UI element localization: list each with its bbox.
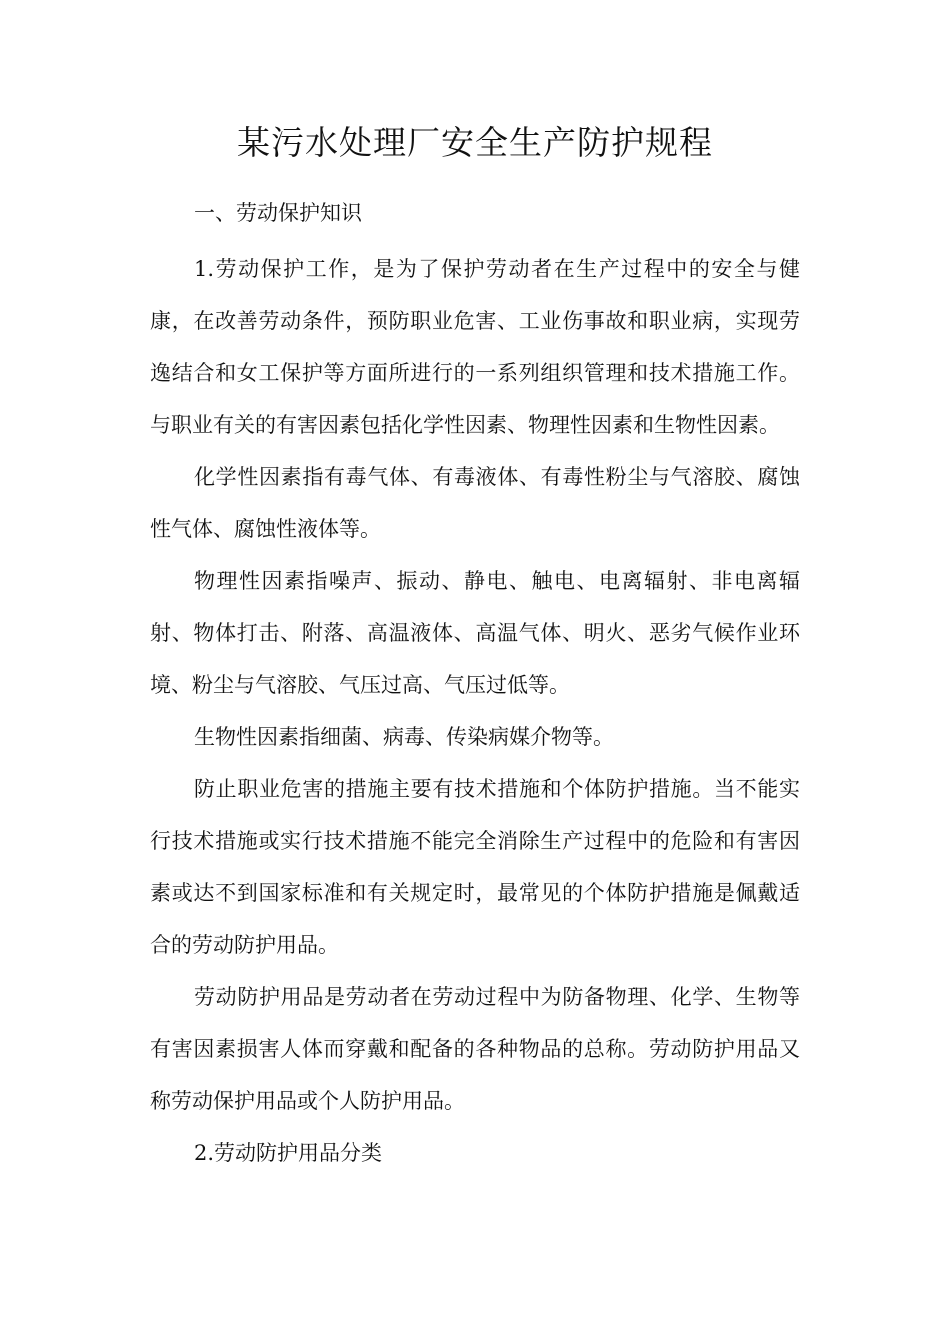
paragraph: 防止职业危害的措施主要有技术措施和个体防护措施。当不能实行技术措施或实行技术措施不能完全消除生产过程中的危险和有害因素或达不到国家标准和有关规定时，最常见的个体防护措施是佩戴适合的劳动防护用品。	[150, 777, 800, 957]
paragraph: 劳动防护用品是劳动者在劳动过程中为防备物理、化学、生物等有害因素损害人体而穿戴和配备的各种物品的总称。劳动防护用品又称劳动保护用品或个人防护用品。	[150, 985, 800, 1113]
document-title: 某污水处理厂安全生产防护规程	[237, 123, 713, 162]
document-body	[150, 187, 800, 1179]
paragraph: 物理性因素指噪声、振动、静电、触电、电离辐射、非电离辐射、物体打击、附落、高温液体、高温气体、明火、恶劣气候作业环境、粉尘与气溶胶、气压过高、气压过低等。	[150, 569, 800, 697]
subheading: 2.劳动防护用品分类	[194, 1141, 383, 1165]
paragraph: 化学性因素指有毒气体、有毒液体、有毒性粉尘与气溶胶、腐蚀性气体、腐蚀性液体等。	[150, 465, 800, 541]
section-heading: 一、劳动保护知识	[194, 201, 362, 225]
paragraph: 生物性因素指细菌、病毒、传染病媒介物等。	[194, 725, 614, 749]
paragraph: 1.劳动保护工作，是为了保护劳动者在生产过程中的安全与健康，在改善劳动条件，预防职业危害、工业伤事故和职业病，实现劳逸结合和女工保护等方面所进行的一系列组织管理和技术措施工作。与职业有关的有害因素包括化学性因素、物理性因素和生物性因素。	[150, 257, 800, 437]
